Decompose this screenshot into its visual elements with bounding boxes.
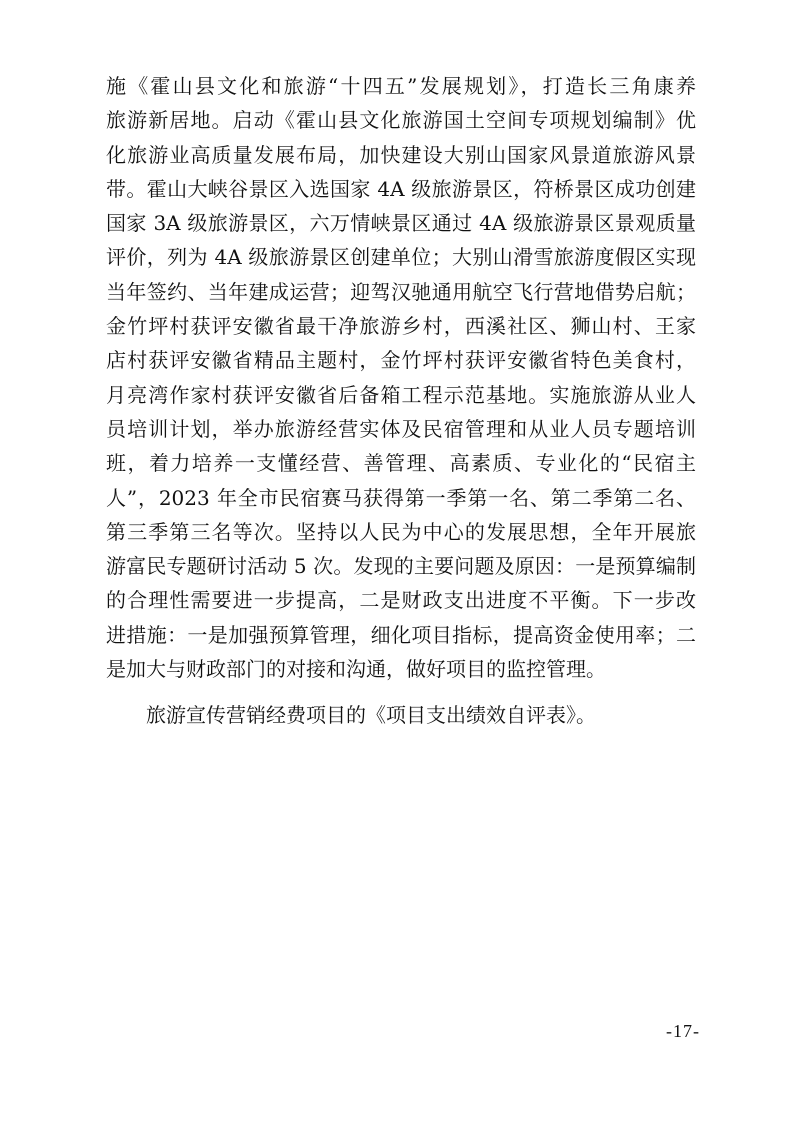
text-line: 班，着力培养一支懂经营、善管理、高素质、专业化的“民宿主 [106,451,696,476]
text-line: 月亮湾作家村获评安徽省后备箱工程示范基地。实施旅游从业人 [106,382,696,407]
text-line: 金竹坪村获评安徽省最干净旅游乡村，西溪社区、狮山村、王家 [106,314,696,339]
text-line: 评价，列为 4A 级旅游景区创建单位；大别山滑雪旅游度假区实现 [106,245,696,270]
text-line: 人”，2023 年全市民宿赛马获得第一季第一名、第二季第二名、 [106,485,696,510]
paragraph-1 [106,69,696,686]
paragraph-gap [106,686,696,698]
text-line: 当年签约、当年建成运营；迎驾汉驰通用航空飞行营地借势启航； [106,279,696,304]
text-line: 店村获评安徽省精品主题村，金竹坪村获评安徽省特色美食村， [106,348,696,373]
paragraph-2 [106,698,696,732]
text-line: 旅游新居地。启动《霍山县文化旅游国土空间专项规划编制》优 [106,108,696,133]
text-line: 旅游宣传营销经费项目的《项目支出绩效自评表》。 [146,703,596,728]
page-number: -17- [666,1021,700,1041]
text-line: 国家 3A 级旅游景区，六万情峡景区通过 4A 级旅游景区景观质量 [106,211,696,236]
text-line: 第三季第三名等次。坚持以人民为中心的发展思想，全年开展旅 [106,519,696,544]
text-line: 化旅游业高质量发展布局，加快建设大别山国家风景道旅游风景 [106,142,696,167]
text-line: 游富民专题研讨活动 5 次。发现的主要问题及原因：一是预算编制 [106,554,696,579]
text-line: 进措施：一是加强预算管理，细化项目指标，提高资金使用率；二 [106,622,696,647]
text-line: 是加大与财政部门的对接和沟通，做好项目的监控管理。 [106,657,606,682]
body-text [106,69,696,733]
text-line: 施《霍山县文化和旅游“十四五”发展规划》，打造长三角康养 [106,74,696,98]
text-line: 员培训计划，举办旅游经营实体及民宿管理和从业人员专题培训 [106,416,696,441]
text-line: 带。霍山大峡谷景区入选国家 4A 级旅游景区，符桥景区成功创建 [106,176,696,201]
text-line: 的合理性需要进一步提高，二是财政支出进度不平衡。下一步改 [106,588,696,613]
